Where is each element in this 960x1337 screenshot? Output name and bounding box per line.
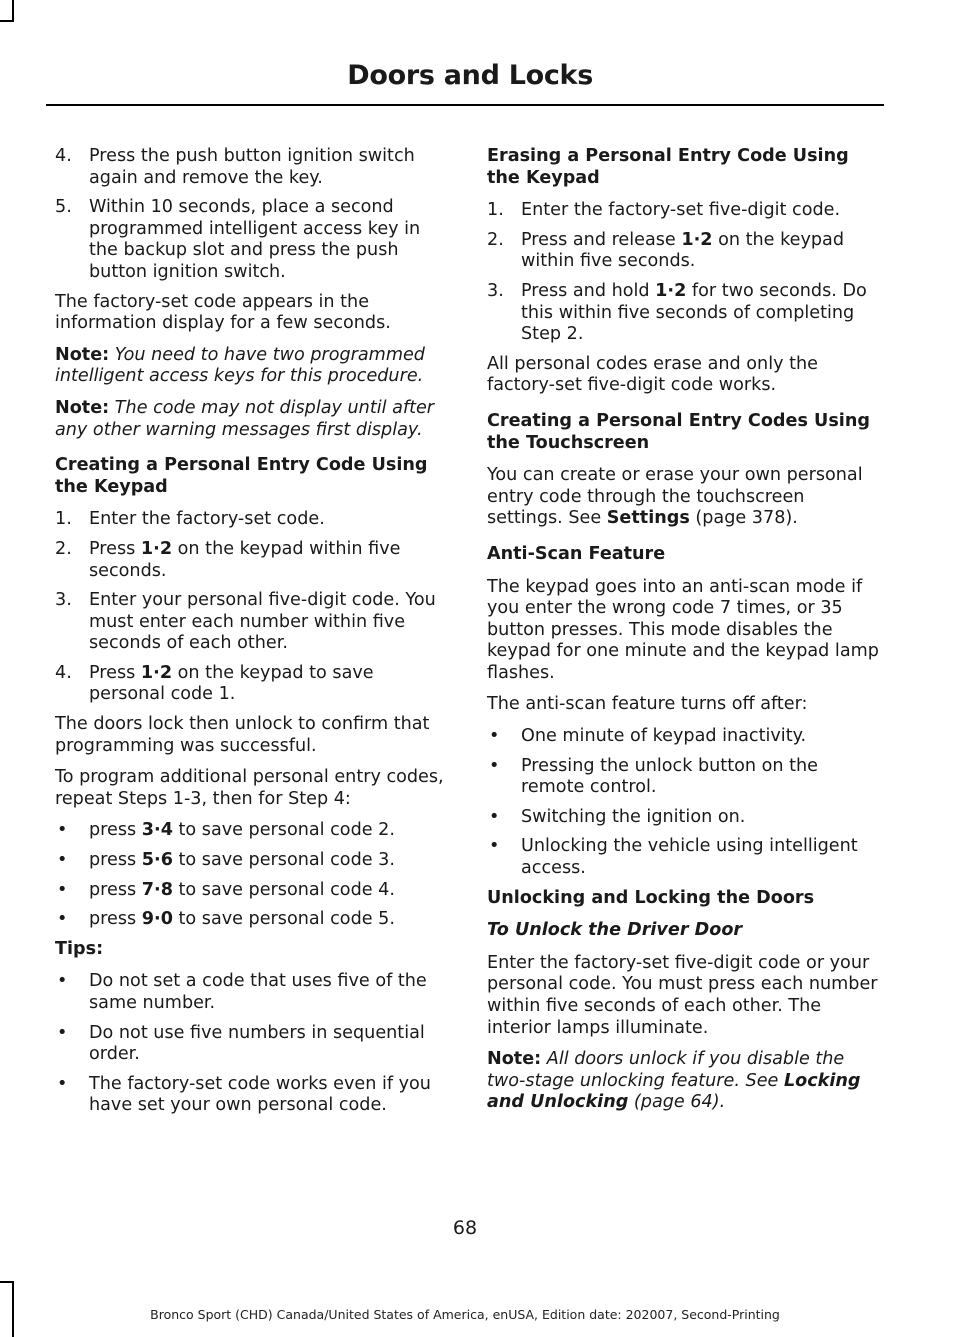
locking-and-unlocking-link[interactable]: Locking and Unlocking <box>487 1070 861 1113</box>
paragraph: The keypad goes into an anti-scan mode if you enter the wrong code 7 times, or 35 button presses. This mode disables the keypad for one minute and the keypad lamp flashes. <box>487 576 879 683</box>
list-item: 1. Enter the factory-set five-digit code. <box>487 200 841 221</box>
list-item: 4. Press 1·2 on the keypad to save personal code 1. <box>55 662 374 705</box>
paragraph: All personal codes erase and only the factory-set five-digit code works. <box>487 353 818 396</box>
list-item: • One minute of keypad inactivity. <box>489 726 807 747</box>
sub-heading: To Unlock the Driver Door <box>487 920 743 941</box>
erasing-code-steps <box>487 200 882 346</box>
paragraph: To program additional personal entry codes, repeat Steps 1-3, then for Step 4: <box>55 767 444 809</box>
anti-scan-list <box>487 726 882 880</box>
list-item: 2. Press and release 1·2 on the keypad within five seconds. <box>487 229 844 272</box>
list-item: 3. Enter your personal five-digit code. You must enter each number within five seconds of each other. <box>55 590 436 654</box>
steps-continued-list <box>55 146 450 284</box>
tips-list <box>55 971 450 1117</box>
creating-code-steps <box>55 509 450 706</box>
settings-link[interactable]: Settings <box>606 508 690 529</box>
list-item: • press 9·0 to save personal code 5. <box>57 909 395 930</box>
list-item: • press 3·4 to save personal code 2. <box>57 820 395 841</box>
list-item: • Do not use five numbers in sequential order. <box>57 1022 425 1065</box>
footer-edition-info: Bronco Sport (CHD) Canada/United States of America, enUSA, Edition date: 202007, Second-Printing <box>150 1307 780 1322</box>
note: Note: You need to have two programmed intelligent access keys for this procedure. <box>55 344 425 387</box>
list-item: 3. Press and hold 1·2 for two seconds. Do this within five seconds of completing Step 2. <box>487 280 867 345</box>
page-number: 68 <box>452 1217 478 1239</box>
list-item: • press 7·8 to save personal code 4. <box>57 879 395 900</box>
list-item: • The factory-set code works even if you have set your own personal code. <box>57 1073 431 1116</box>
left-column <box>55 146 450 1125</box>
additional-codes-list <box>55 820 450 930</box>
section-heading: Unlocking and Locking the Doors <box>487 887 815 908</box>
list-item: • Unlocking the vehicle using intelligent access. <box>489 836 858 879</box>
section-heading: Anti-Scan Feature <box>487 543 666 564</box>
crop-mark-top-left-horizontal <box>0 20 14 22</box>
list-item: • press 5·6 to save personal code 3. <box>57 850 395 871</box>
list-item: • Switching the ignition on. <box>489 806 746 827</box>
right-column <box>487 146 882 1124</box>
section-heading: Creating a Personal Entry Code Using the Keypad <box>55 455 428 497</box>
note: Note: All doors unlock if you disable the two-stage unlocking feature. See Locking and Unlocking (page 64). <box>487 1049 861 1113</box>
list-item: • Pressing the unlock button on the remote control. <box>489 755 818 798</box>
page-title: Doors and Locks <box>347 60 593 91</box>
list-item: 1. Enter the factory-set code. <box>55 509 325 530</box>
paragraph: The factory-set code appears in the information display for a few seconds. <box>55 291 391 334</box>
paragraph: You can create or erase your own personal entry code through the touchscreen settings. See Settings (page 378). <box>487 465 863 529</box>
section-heading: Creating a Personal Entry Codes Using the Touchscreen <box>487 410 870 453</box>
list-item: 5. Within 10 seconds, place a second programmed intelligent access key in the backup slot and press the push button ignition switch. <box>55 197 421 282</box>
paragraph: Enter the factory-set five-digit code or your personal code. You must press each number within five seconds of each other. The interior lamps illuminate. <box>487 952 878 1038</box>
list-item: 2. Press 1·2 on the keypad within five seconds. <box>55 538 401 581</box>
crop-mark-bottom-left-horizontal <box>0 1281 14 1283</box>
list-item: 4. Press the push button ignition switch again and remove the key. <box>55 146 415 188</box>
note: Note: The code may not display until after any other warning messages first display. <box>55 397 435 440</box>
tips-heading: Tips: <box>55 938 104 959</box>
paragraph: The anti-scan feature turns off after: <box>487 694 808 715</box>
list-item: • Do not set a code that uses five of the same number. <box>57 971 427 1013</box>
crop-mark-top-left-vertical <box>12 0 14 22</box>
section-heading: Erasing a Personal Entry Code Using the Keypad <box>487 146 849 188</box>
header-rule <box>46 104 884 106</box>
paragraph: The doors lock then unlock to confirm that programming was successful. <box>55 714 430 756</box>
